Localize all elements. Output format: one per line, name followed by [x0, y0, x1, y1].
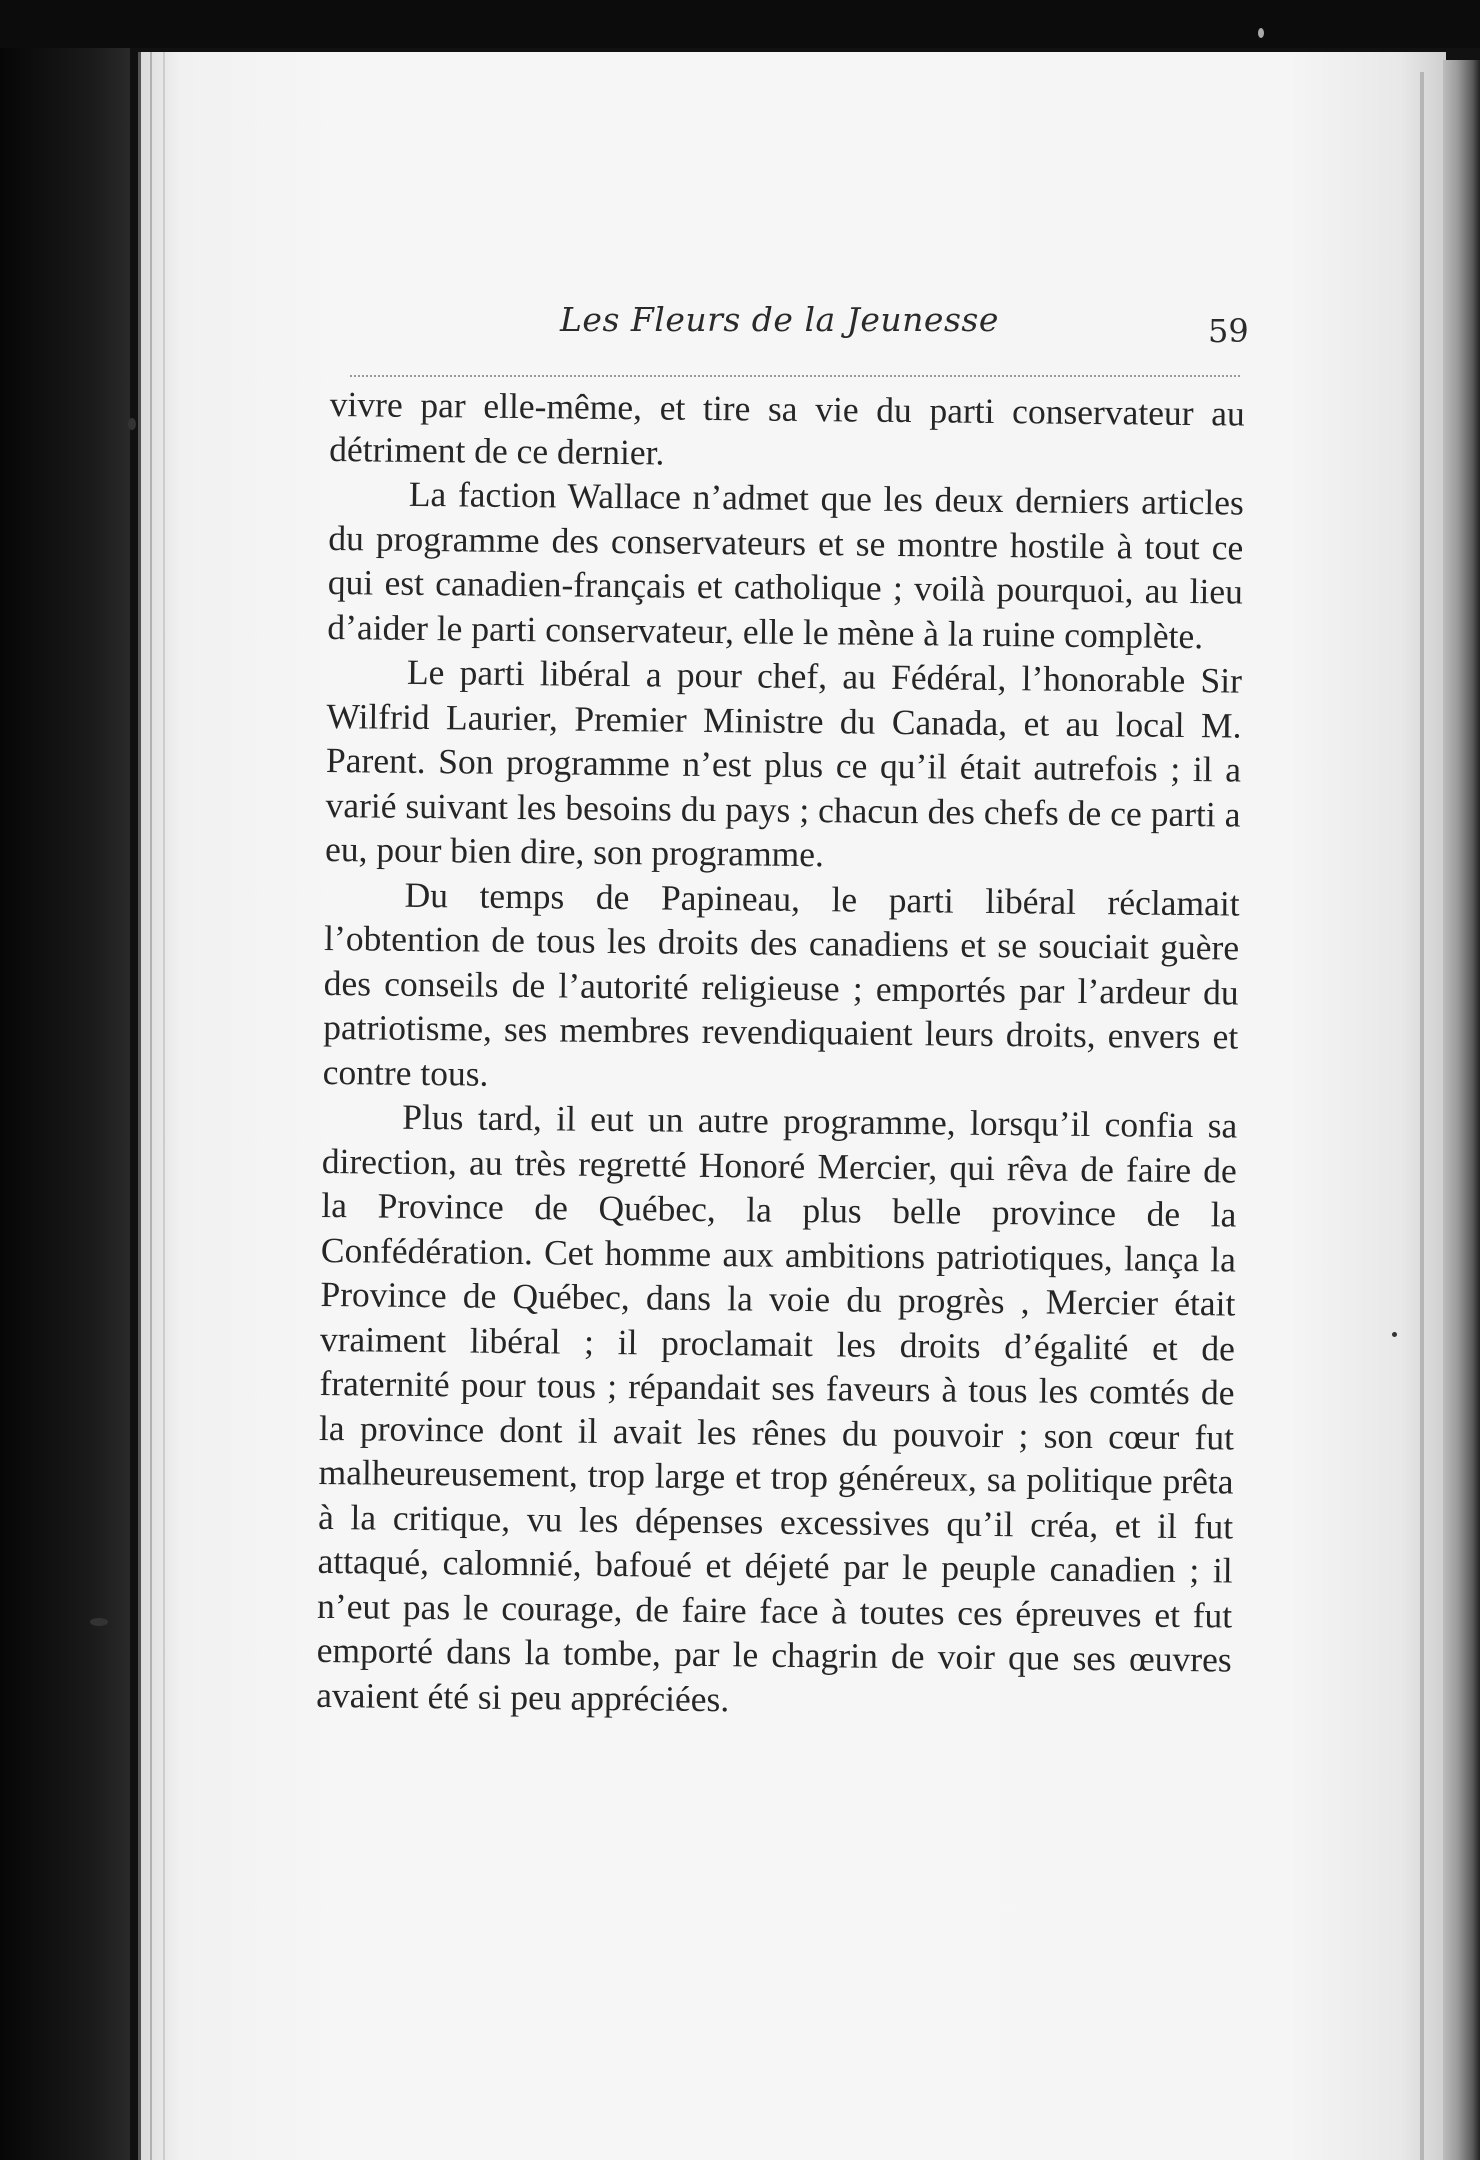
scan-speck [1392, 1332, 1397, 1337]
body-text [316, 382, 1245, 1727]
scan-speck [128, 418, 136, 430]
book-top-edge [0, 0, 1480, 48]
book-left-edge [0, 0, 130, 2160]
paragraph: La faction Wallace n’admet que les deux derniers articles du programme des conservateurs et se montre hostile à tout ce qui est canadien-français et catholique ; voilà pourquoi, au lieu d’aider le parti conservateur, elle le mène à la ruine complète. [327, 473, 1244, 656]
running-head: Les Fleurs de la Jeunesse [560, 300, 999, 339]
page-fold-line [150, 52, 152, 2160]
paragraph: vivre par elle-même, et tire sa vie du parti conservateur au détriment de ce dernier. [329, 383, 1245, 473]
header-rule [350, 375, 1240, 377]
page-number: 59 [1208, 312, 1249, 350]
book-right-edge [1443, 60, 1480, 2160]
page-fold-line [163, 52, 165, 2160]
paragraph: Du temps de Papineau, le parti libéral réclamait l’obtention de tous les droits des canadiens et se souciait guère des conseils de l’autorité religieuse ; emportés par l’ardeur du patriotisme, ses membres revendiquaient leurs droits, envers et contre tous. [322, 874, 1240, 1094]
paragraph: Le parti libéral a pour chef, au Fédéral, l’honorable Sir Wilfrid Laurier, Premier Ministre du Canada, et au local M. Parent. Son programme n’est plus ce qu’il était autrefois ; il a varié suivant les besoins du pays ; chacun des chefs de ce parti a eu, pour bien dire, son programme. [324, 651, 1243, 875]
scan-speck [1258, 28, 1264, 38]
scan-speck [90, 1618, 108, 1626]
page-edge-line [1420, 72, 1424, 2160]
paragraph: Plus tard, il eut un autre programme, lorsqu’il confia sa direction, au très regretté Honoré Mercier, qui rêva de faire de la Province de Québec, la plus belle province de la Confédération. Cet homme aux ambitions patriotiques, lança la Province de Québec, dans la voie du progrès , Mercier était vraiment libéral ; il proclamait les droits d’égalité et de fraternité pour tous ; répandait ses faveurs à tous les comtés de la province dont il avait les rênes du pouvoir ; son cœur fut malheureusement, trop large et trop généreux, sa politique prêta à la critique, vu les dépenses excessives qu’il créa, et il fut attaqué, calomnié, bafoué et déjeté par le peuple canadien ; il n’eut pas le courage, de faire face à toutes ces épreuves et fut emporté dans la tombe, par le chagrin de voir que ses œuvres avaient été si peu appréciées. [316, 1096, 1238, 1719]
